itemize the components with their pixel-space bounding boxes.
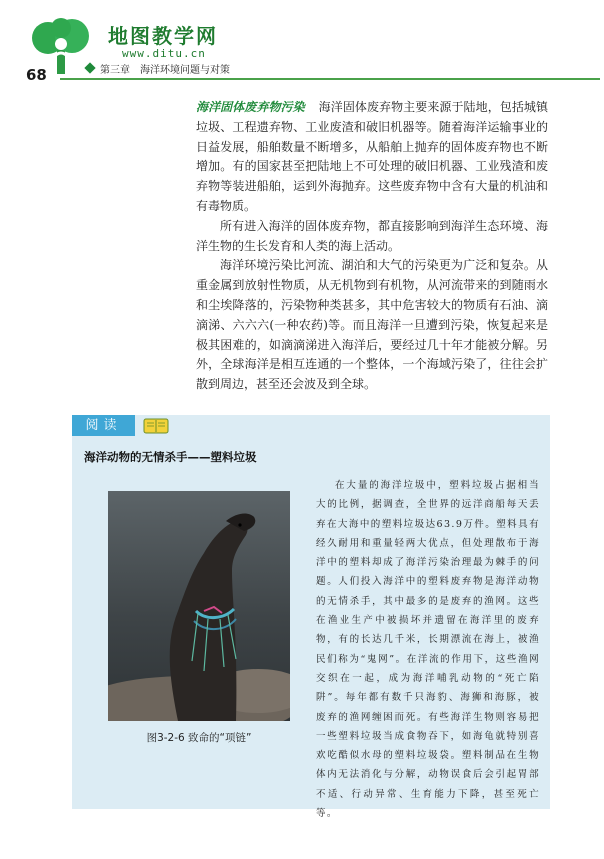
reading-title: 海洋动物的无情杀手——塑料垃圾 <box>84 450 257 464</box>
reading-body <box>316 476 540 823</box>
logo-url: www.ditu.cn <box>122 47 206 60</box>
chapter-number: 第三章 <box>100 65 130 76</box>
paragraph-3: 海洋环境污染比河流、湖泊和大气的污染更为广泛和复杂。从重金属到放射性物质，从无机物到有机物，从河流带来的到随雨水和尘埃降落的，污染物种类甚多，其中危害较大的物质有石油、滴滴涕、六六六(一种农药)等。而且海洋一旦遭到污染，恢复起来是极其困难的，如滴滴涕进入海洋后，要经过几十年才能被分解。另外，全球海洋是相互连通的一个整体，一个海域污染了，往往会扩散到周边，甚至还会波及到全球。 <box>196 258 548 392</box>
paragraph-2: 所有进入海洋的固体废弃物，都直接影响到海洋生态环境、海洋生物的生长发育和人类的海上活动。 <box>196 218 548 253</box>
logo-title: 地图教学网 <box>108 24 218 48</box>
paragraph-1 <box>196 98 548 217</box>
sea-lion-illustration-icon <box>108 491 290 721</box>
section-heading: 海洋固体废弃物污染 <box>196 100 305 114</box>
header-divider <box>60 78 600 80</box>
chapter-title: 海洋环境问题与对策 <box>140 65 230 76</box>
reading-paragraph: 在大量的海洋垃圾中，塑料垃圾占据相当大的比例，据调查，全世界的远洋商船每天丢弃在大海中的塑料垃圾达63.9万件。塑料具有经久耐用和重量轻两大优点，但处理散布于海洋中的塑料却成了海洋污染治理最为棘手的问题。人们投入海洋中的塑料废弃物是海洋动物的无情杀手，其中最多的是废弃的渔网。这些在渔业生产中被损坏并遗留在海洋里的废弃物，有的长达几千米，长期漂流在海上，被渔民们称为“鬼网”。在洋流的作用下，这些渔网交织在一起，成为海洋哺乳动物的“死亡陷阱”。每年都有数千只海豹、海狮和海豚，被废弃的渔网缠困而死。有些海洋生物则容易把一些塑料垃圾当成食物吞下，如海龟就特别喜欢吃酷似水母的塑料垃圾袋。塑料制品在生物体内无法消化与分解，动物误食后会引起胃部不适、行动异常、生育能力下降，甚至死亡等。 <box>316 480 540 820</box>
figure-caption: 图3-2-6 致命的“项链” <box>146 732 252 744</box>
reading-tab: 阅读 <box>72 415 135 436</box>
page-number: 68 <box>26 66 47 84</box>
main-text <box>196 98 548 395</box>
book-icon <box>143 417 169 435</box>
sea-lion-photo <box>108 491 290 721</box>
paragraph-1-text: 海洋固体废弃物主要来源于陆地，包括城镇垃圾、工程遗弃物、工业废渣和破旧机器等。随着海洋运输事业的日益发展，船舶数量不断增多，从船舶上抛弃的固体废弃物也不断增加。有的国家甚至把陆地上不可处理的破旧机器、工业残渣和废弃物等装进船舶，运到外海抛弃。这些废弃物中含有大量的机油和有毒物质。 <box>196 100 548 213</box>
chapter-label <box>100 61 240 76</box>
